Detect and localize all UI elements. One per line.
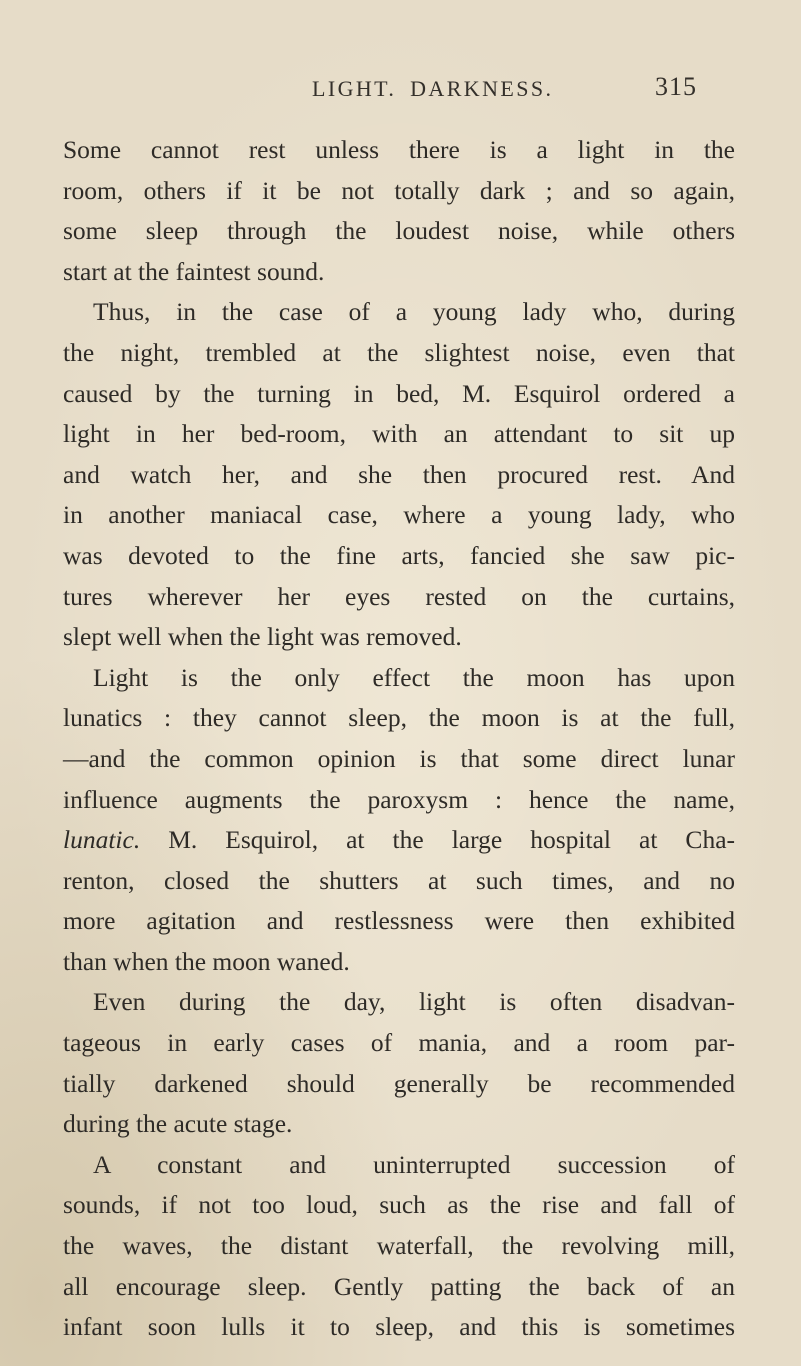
text-line: influence augments the paroxysm : hence the name, [63,784,735,814]
text-line: slept well when the light was removed. [63,622,462,652]
text-line: Light is the only effect the moon has upon [93,662,735,692]
text-line: —and the common opinion is that some direct lunar [63,743,735,773]
text-line: infant soon lulls it to sleep, and this is sometimes [63,1312,735,1342]
text-line: the night, trembled at the slightest noise, even that [63,337,735,367]
page-number: 315 [655,72,697,101]
running-title: LIGHT. DARKNESS. [312,76,554,101]
text-line: caused by the turning in bed, M. Esquirol ordered a [63,378,735,408]
text-line: the waves, the distant waterfall, the revolving mill, [63,1231,735,1261]
text-line: tures wherever her eyes rested on the curtains, [63,581,735,611]
text-line: tageous in early cases of mania, and a room par- [63,1028,735,1058]
text-line: sounds, if not too loud, such as the rise and fall of [63,1190,735,1220]
text-run: M. Esquirol, at the large hospital at Cha- [140,825,735,855]
text-line-mixed [63,820,735,861]
text-line: than when the moon waned. [63,946,350,976]
text-line: and watch her, and she then procured rest. And [63,459,735,489]
text-line: renton, closed the shutters at such times, and no [63,865,735,895]
text-line: all encourage sleep. Gently patting the back of an [63,1271,735,1301]
text-line: during the acute stage. [63,1109,293,1139]
text-line: A constant and uninterrupted succession of [93,1149,735,1179]
text-line: light in her bed-room, with an attendant to sit up [63,419,735,449]
italic-word: lunatic. [63,825,141,855]
text-line: tially darkened should generally be recommended [63,1068,735,1098]
text-line: more agitation and restlessness were then exhibited [63,906,735,936]
text-line: room, others if it be not totally dark ; and so again, [63,175,735,205]
text-line: lunatics : they cannot sleep, the moon is at the full, [63,703,735,733]
text-line: Some cannot rest unless there is a light in the [63,135,735,164]
running-head [0,72,801,106]
body-text [63,130,735,1348]
text-line: Thus, in the case of a young lady who, during [93,297,735,327]
text-line: some sleep through the loudest noise, while others [63,216,735,246]
text-line: was devoted to the fine arts, fancied she saw pic- [63,540,735,570]
text-line: in another maniacal case, where a young lady, who [63,500,735,530]
text-line: Even during the day, light is often disadvan- [93,987,735,1017]
text-line: start at the faintest sound. [63,256,325,286]
